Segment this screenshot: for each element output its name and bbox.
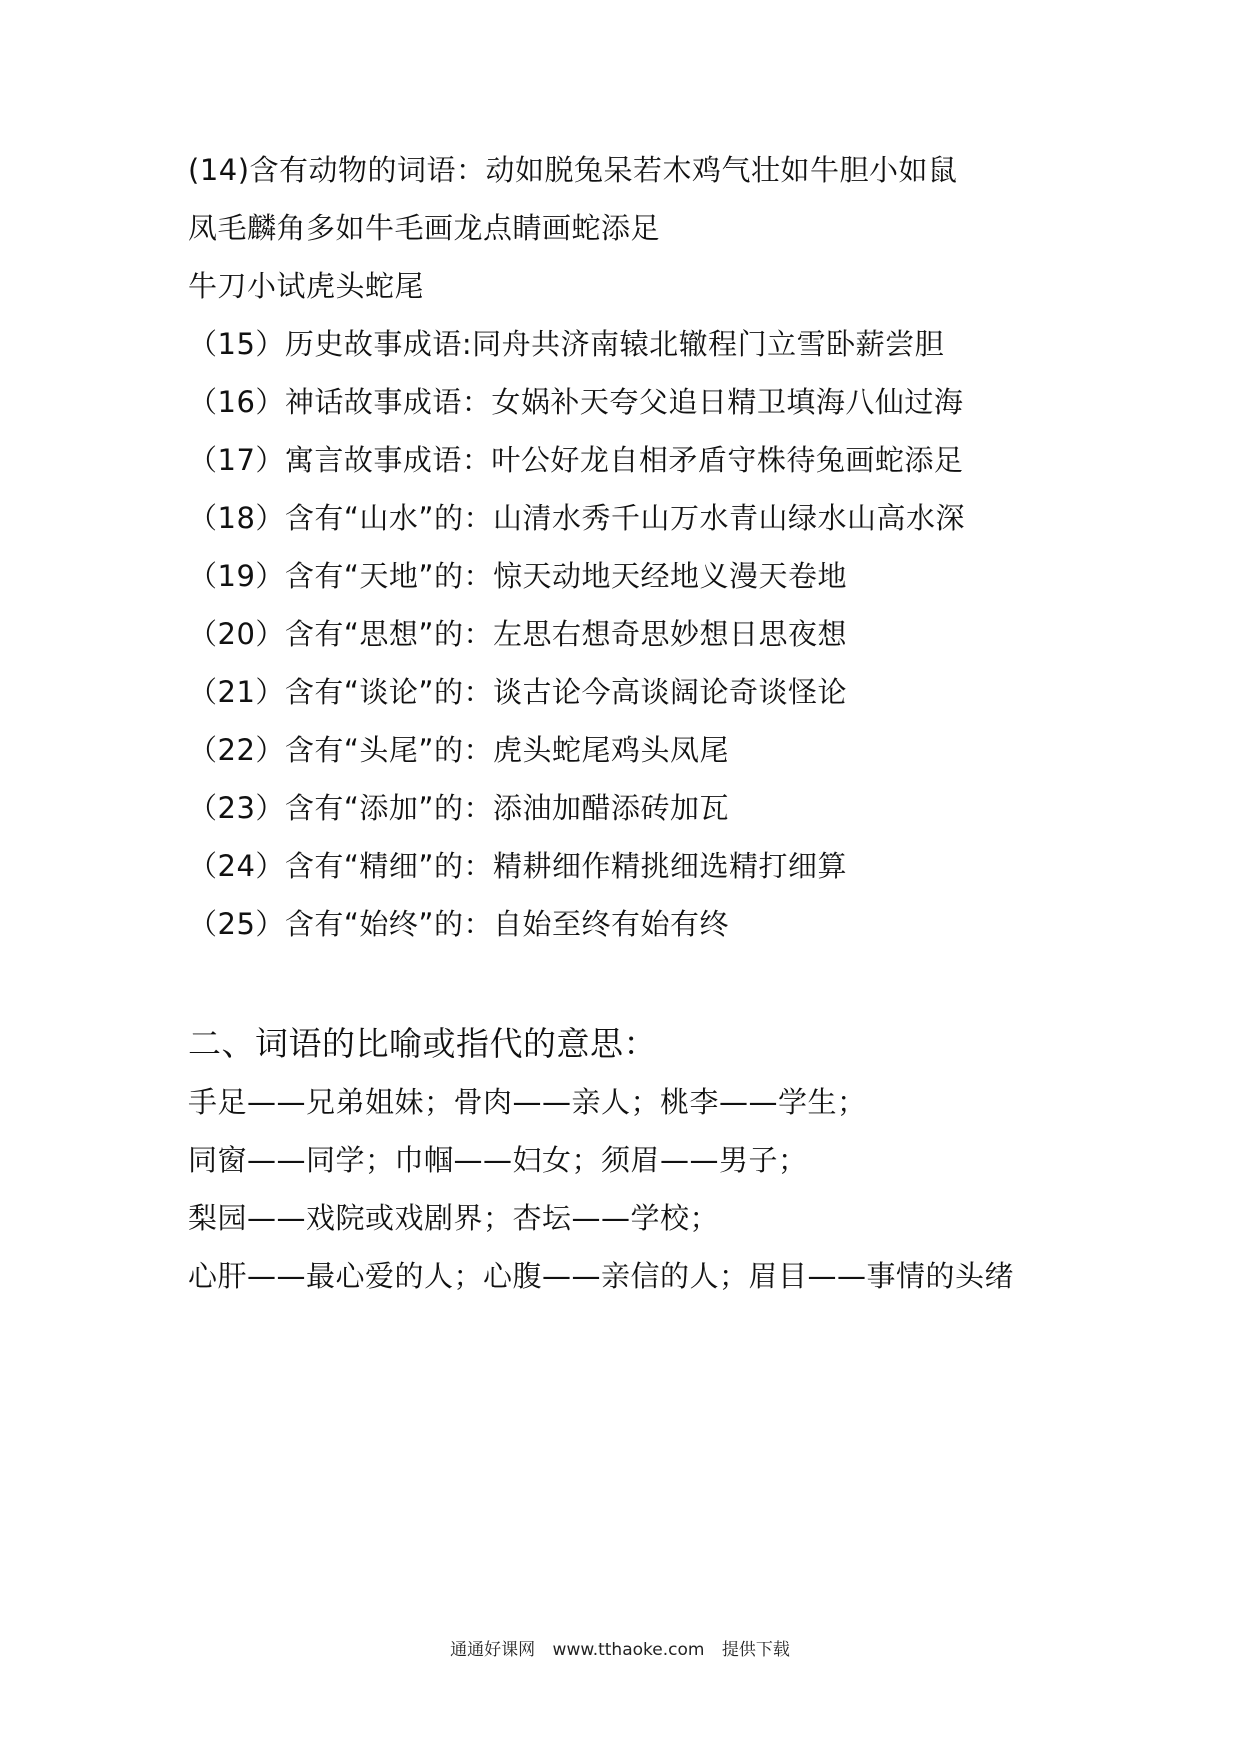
metaphor-line-4: 心肝——最心爱的人；心腹——亲信的人；眉目——事情的头绪 [188, 1259, 1015, 1293]
footer-site-name: 通通好课网 [450, 1640, 536, 1660]
idiom-line-17: （17）寓言故事成语：叶公好龙自相矛盾守株待兔画蛇添足 [188, 443, 964, 477]
idiom-line-19: （19）含有“天地”的：惊天动地天经地义漫天卷地 [188, 559, 847, 593]
idiom-line-22: （22）含有“头尾”的：虎头蛇尾鸡头凤尾 [188, 733, 729, 767]
idiom-line-25: （25）含有“始终”的：自始至终有始有终 [188, 907, 729, 941]
idiom-line-15: （15）历史故事成语:同舟共济南辕北辙程门立雪卧薪尝胆 [188, 327, 945, 361]
idiom-line-14-cont-1: 凤毛麟角多如牛毛画龙点睛画蛇添足 [188, 211, 661, 245]
page-footer [0, 1635, 1240, 1660]
idiom-line-14: (14)含有动物的词语：动如脱兔呆若木鸡气壮如牛胆小如鼠 [188, 153, 958, 187]
section-heading: 二、词语的比喻或指代的意思： [188, 1024, 657, 1063]
idiom-line-14-cont-2: 牛刀小试虎头蛇尾 [188, 269, 425, 303]
idiom-line-24: （24）含有“精细”的：精耕细作精挑细选精打细算 [188, 849, 847, 883]
idiom-line-21: （21）含有“谈论”的：谈古论今高谈阔论奇谈怪论 [188, 675, 847, 709]
idiom-line-16: （16）神话故事成语：女娲补天夸父追日精卫填海八仙过海 [188, 385, 964, 419]
footer-url[interactable]: www.tthaoke.com [552, 1640, 705, 1660]
idiom-line-23: （23）含有“添加”的：添油加醋添砖加瓦 [188, 791, 729, 825]
metaphor-line-2: 同窗——同学；巾帼——妇女；须眉——男子； [188, 1143, 808, 1177]
footer-suffix: 提供下载 [721, 1640, 790, 1660]
idiom-line-20: （20）含有“思想”的：左思右想奇思妙想日思夜想 [188, 617, 847, 651]
metaphor-line-1: 手足——兄弟姐妹；骨肉——亲人；桃李——学生； [188, 1085, 867, 1119]
metaphor-line-3: 梨园——戏院或戏剧界；杏坛——学校； [188, 1201, 720, 1235]
idiom-line-18: （18）含有“山水”的：山清水秀千山万水青山绿水山高水深 [188, 501, 965, 535]
